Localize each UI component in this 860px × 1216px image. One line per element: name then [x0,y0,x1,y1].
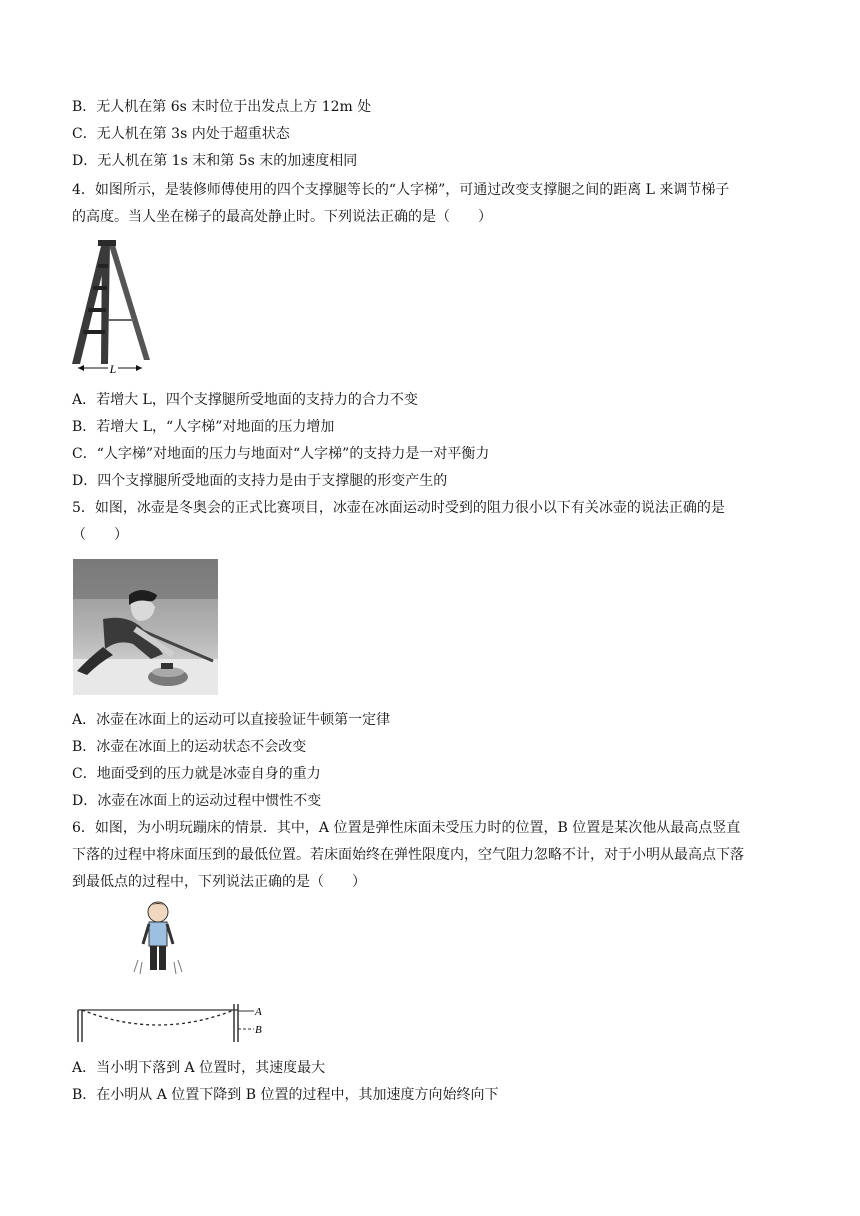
q6-option-b: B．在小明从 A 位置下降到 B 位置的过程中，其加速度方向始终向下 [72,1087,499,1103]
arrow-left-icon [78,365,84,371]
q5-option-c: C．地面受到的压力就是冰壶自身的重力 [72,766,321,782]
boy-arm-left [143,924,149,944]
q3-option-b: B．无人机在第 6s 末时位于出发点上方 12m 处 [72,99,372,115]
q5-stem-line-2: （ ） [72,527,128,543]
boy-shirt [149,922,167,946]
ladder-rung [83,330,105,334]
q4-stem-line-2: 的高度。当人坐在梯子的最高处静止时。下列说法正确的是（ ） [72,209,492,225]
ladder-top-cap [98,240,116,246]
boy-arm-right [167,924,173,944]
sagging-mat [82,1010,234,1025]
ladder-front-leg-right [101,242,110,364]
q5-option-b: B．冰壶在冰面上的运动状态不会改变 [72,739,307,755]
arrow-right-icon [136,365,142,371]
level-b-label: B [255,1024,262,1036]
q5-stem-line-1: 5．如图，冰壶是冬奥会的正式比赛项目，冰壶在冰面运动时受到的阻力很小以下有关冰壶的说法正确的是 [72,500,725,516]
ladder-back-leg [108,242,150,360]
ladder-rung [93,286,107,290]
boy-head [148,902,168,922]
trampoline-figure [70,898,270,1046]
q5-option-a: A．冰壶在冰面上的运动可以直接验证牛顿第一定律 [72,712,391,728]
q5-option-d: D．冰壶在冰面上的运动过程中惯性不变 [72,793,322,809]
q4-option-c: C．“人字梯”对地面的压力与地面对“人字梯”的支持力是一对平衡力 [72,446,490,462]
q4-stem-line-1: 4．如图所示，是装修师傅使用的四个支撑腿等长的“人字梯”，可通过改变支撑腿之间的距离 L 来调节梯子 [72,182,730,198]
motion-lines [134,960,182,974]
ladder-figure [68,240,158,378]
q4-option-d: D．四个支撑腿所受地面的支持力是由于支撑腿的形变产生的 [72,473,448,489]
q6-stem-line-2: 下落的过程中将床面压到的最低位置。若床面始终在弹性限度内，空气阻力忽略不计，对于小明从最高点下落 [72,847,744,863]
ladder-rung [88,308,106,312]
curling-stone-handle [161,663,173,669]
q4-option-a: A．若增大 L，四个支撑腿所受地面的支持力的合力不变 [72,392,418,408]
q6-stem-line-3: 到最低点的过程中，下列说法正确的是（ ） [72,874,366,890]
q6-option-a: A．当小明下落到 A 位置时，其速度最大 [72,1060,326,1076]
q4-option-b: B．若增大 L，“人字梯”对地面的压力增加 [72,419,335,435]
curling-photo [73,559,218,695]
q3-option-c: C．无人机在第 3s 内处于超重状态 [72,126,290,142]
length-label: L [109,362,117,376]
boy-leg-right [159,946,166,970]
q6-stem-line-1: 6．如图，为小明玩蹦床的情景．其中，A 位置是弹性床面未受压力时的位置，B 位置是某次他从最高点竖直 [72,820,741,836]
level-a-label: A [255,1006,262,1018]
ladder-rung [98,264,108,268]
boy-leg-left [150,946,157,970]
q3-option-d: D．无人机在第 1s 末和第 5s 末的加速度相同 [72,153,358,169]
